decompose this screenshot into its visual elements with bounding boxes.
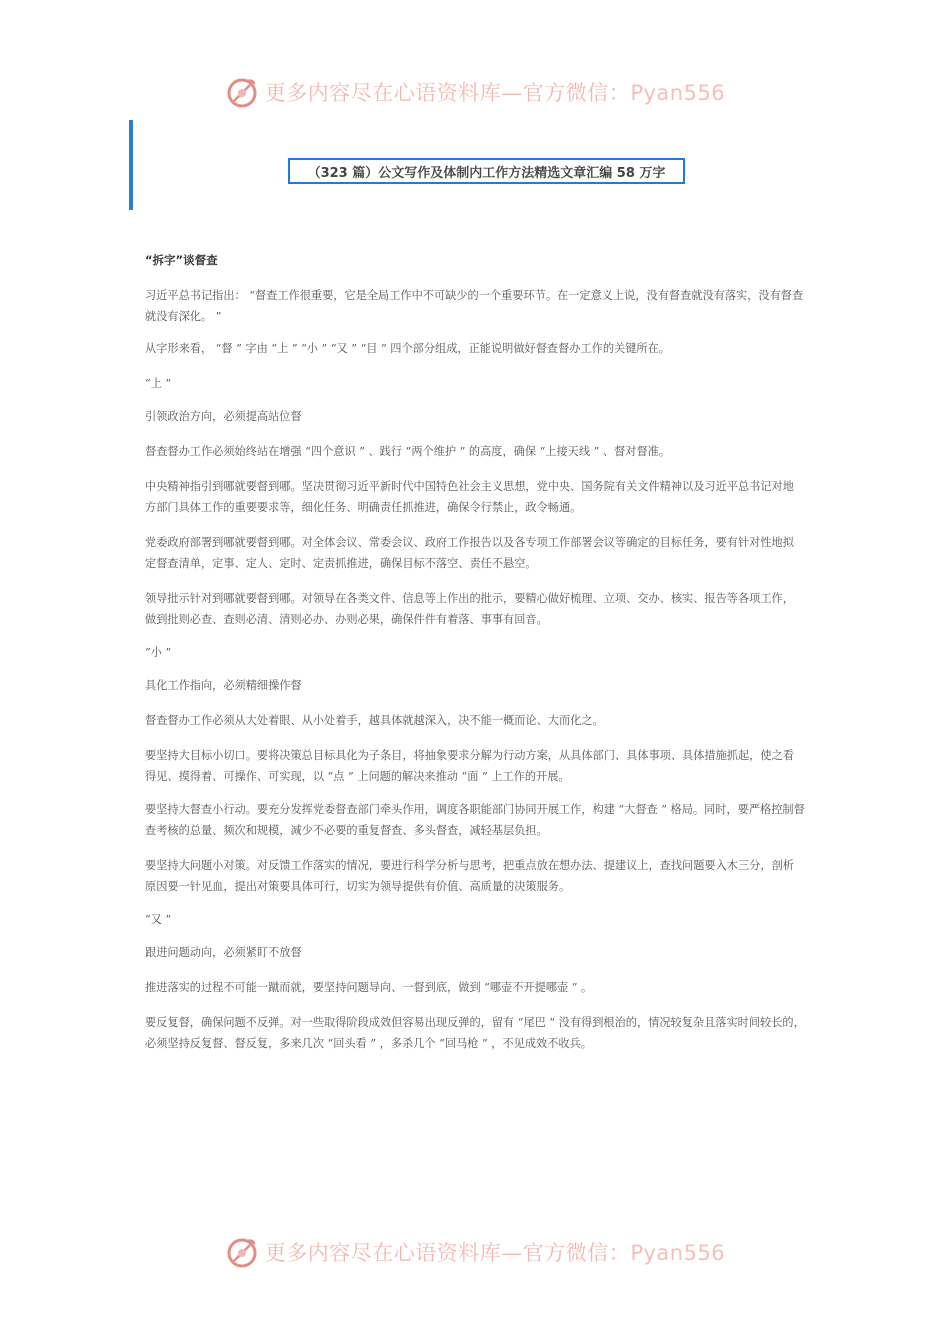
paragraph: 领导批示针对到哪就要督到哪。对领导在各类文件、信息等上作出的批示，要精心做好梳理、立项、交办、核实、报告等各项工作，做到批则必查、查则必清、清则必办、办则必果，确保件件有着落、事事有回音。 xyxy=(145,592,794,626)
document-title: （323 篇）公文写作及体制内工作方法精选文章汇编 58 万字 xyxy=(288,158,685,184)
paragraph: 推进落实的过程不可能一蹴而就，要坚持问题导向、一督到底，做到 “哪壶不开提哪壶 ” 。 xyxy=(145,981,593,994)
banner-wechat-id: Pyan556 xyxy=(630,1241,726,1265)
paragraph: 习近平总书记指出： “督查工作很重要，它是全局工作中不可缺少的一个重要环节。在一定意义上说，没有督查就没有落实，没有督查就没有深化。 ” xyxy=(145,289,804,323)
watermark-banner-bottom xyxy=(0,1230,950,1274)
left-accent-bar xyxy=(129,120,133,210)
paragraph: 督查督办工作必须始终站在增强 “四个意识 ” 、践行 “两个维护 ” 的高度，确保 “上接天线 ” 、督对督准。 xyxy=(145,445,671,458)
paragraph: 从字形来看， “督 ” 字由 “上 ” “小 ” “又 ” “目 ” 四个部分组成，正能说明做好督查督办工作的关键所在。 xyxy=(145,342,670,355)
section-heading: “拆字”谈督查 xyxy=(145,253,218,267)
paragraph: “上 ” xyxy=(145,377,172,390)
watermark-banner-top xyxy=(0,70,950,114)
logo-icon xyxy=(225,74,261,110)
paragraph: 跟进问题动向，必须紧盯不放督 xyxy=(145,946,302,959)
document-body xyxy=(145,250,805,1054)
paragraph: 要坚持大问题小对策。对反馈工作落实的情况，要进行科学分析与思考，把重点放在想办法、提建议上，查找问题要入木三分，剖析原因要一针见血，提出对策要具体可行，切实为领导提供有价值、高质量的决策服务。 xyxy=(145,859,794,893)
paragraph: 要坚持大目标小切口。要将决策总目标具化为子条目，将抽象要求分解为行动方案，从具体部门、具体事项、具体措施抓起，使之看得见、摸得着、可操作、可实现，以 “点 ” 上问题的解决来推动 “面 ” 上工作的开展。 xyxy=(145,749,794,783)
banner-text-cn: 更多内容尽在心语资料库—官方微信： xyxy=(264,81,631,105)
paragraph: 党委政府部署到哪就要督到哪。对全体会议、常委会议、政府工作报告以及各专项工作部署会议等确定的目标任务，要有针对性地拟定督查清单，定事、定人、定时、定责抓推进，确保目标不落空、责任不悬空。 xyxy=(145,536,794,570)
paragraph: 督查督办工作必须从大处着眼、从小处着手，越具体就越深入，决不能一概而论、大而化之。 xyxy=(145,714,604,727)
banner-wechat-id: Pyan556 xyxy=(630,81,726,105)
paragraph: 要坚持大督查小行动。要充分发挥党委督查部门牵头作用，调度各职能部门协同开展工作，构建 “大督查 ” 格局。同时，要严格控制督查考核的总量、频次和规模，减少不必要的重复督查、多头督查，减轻基层负担。 xyxy=(145,803,805,837)
paragraph: “又 ” xyxy=(145,913,172,926)
paragraph: 要反复督，确保问题不反弹。对一些取得阶段成效但容易出现反弹的，留有 “尾巴 ” 没有得到根治的，情况较复杂且落实时间较长的，必须坚持反复督、督反复，多来几次 “回头看 ” ，多杀几个 “回马枪 ” ，不见成效不收兵。 xyxy=(145,1016,805,1050)
logo-icon xyxy=(225,1234,261,1270)
paragraph: 引领政治方向，必须提高站位督 xyxy=(145,410,302,423)
paragraph: 中央精神指引到哪就要督到哪。坚决贯彻习近平新时代中国特色社会主义思想，党中央、国务院有关文件精神以及习近平总书记对地方部门具体工作的重要要求等，细化任务、明确责任抓推进，确保令行禁止，政令畅通。 xyxy=(145,480,794,514)
paragraph: “小 ” xyxy=(145,646,172,659)
paragraph: 具化工作指向，必须精细操作督 xyxy=(145,679,302,692)
banner-text-cn: 更多内容尽在心语资料库—官方微信： xyxy=(264,1241,631,1265)
